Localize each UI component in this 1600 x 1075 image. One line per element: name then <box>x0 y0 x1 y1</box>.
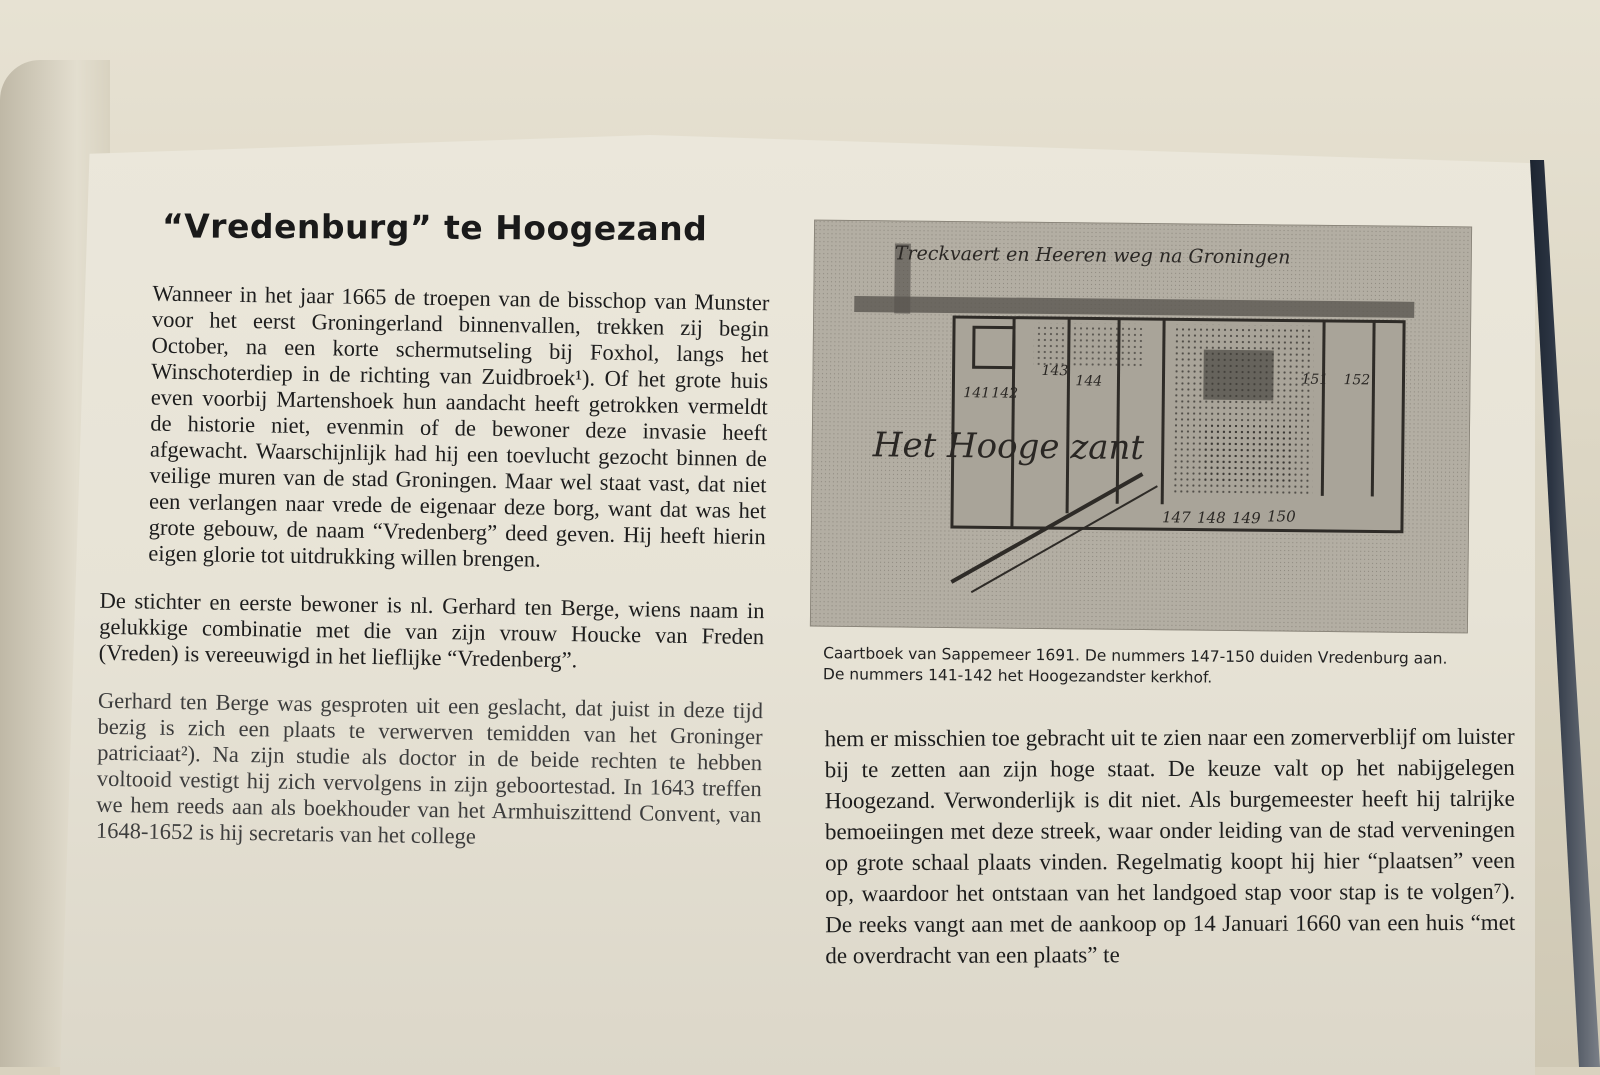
map-number-150: 150 <box>1266 507 1296 526</box>
left-column <box>95 280 769 876</box>
paragraph-2: De stichter en eerste bewoner is nl. Gerhard ten Berge, wiens naam in gelukkige combinatie met die van zijn vrouw Houcke van Freden (Vreden) is vereeuwigd in het lieflijke “Vredenberg”. <box>98 587 765 673</box>
map-number-147: 147 <box>1161 508 1191 527</box>
map-place-label: Het Hooge zant <box>872 425 1145 469</box>
article-title: “Vredenburg” te Hoogezand <box>161 206 708 249</box>
map-number-144: 144 <box>1075 373 1103 390</box>
historic-map-figure <box>810 220 1472 634</box>
map-header-label: Treckvaert en Heeren weg na Groningen <box>894 242 1291 269</box>
right-column <box>825 721 1516 971</box>
map-number-149: 149 <box>1231 508 1261 528</box>
map-number-143: 143 <box>1041 362 1069 380</box>
map-number-152: 152 <box>1343 372 1371 389</box>
map-number-148: 148 <box>1196 508 1226 527</box>
map-number-151: 151 <box>1301 371 1329 388</box>
historic-map <box>811 221 1471 633</box>
paragraph-1: Wanneer in het jaar 1665 de troepen van de bisschop van Munster voor het eerst Groningerland binnenvallen, trekken zij begin October, na een korte schermutseling bij Foxhol, langs het Winschoterdiep in de richting van Zuidbroek¹). Of het grote huis even voorbij Martenshoek hun aandacht heeft getrokken vermeldt de historie niet, evenmin of de bewoner deze invasie heeft afgewacht. Waarschijnlijk had hij een toevlucht gezocht binnen de veilige muren van de stad Groningen. Maar wel staat vast, dat niet een verlangen naar vrede de eigenaar deze borg, want dat was het grote gebouw, de naam “Vredenberg” deed geven. Hij heeft hierin eigen glorie tot uitdrukking willen brengen. <box>148 280 770 572</box>
map-number-142: 142 <box>991 385 1019 402</box>
right-column-text: hem er misschien toe gebracht uit te zien naar een zomerverblijf om luister bij te zetten aan zijn hoge staat. De keuze valt op het nabijgelegen Hoogezand. Verwonderlijk is dit niet. Als burgemeester heeft hij talrijke bemoeiingen met deze streek, waar onder leiding van de stad verveningen op grote schaal plaats vinden. Regelmatig koopt hij hier “plaatsen” veen op, waardoor het ontstaan van het landgoed stap voor stap is te volgen⁷). De reeks vangt aan met de aankoop op 14 Januari 1660 van een huis “met de overdracht van een plaats” te <box>824 723 1516 969</box>
figure-caption: Caartboek van Sappemeer 1691. De nummers 147-150 duiden Vredenburg aan. De nummers 141-142 het Hoogezandster kerkhof. <box>822 644 1448 687</box>
paragraph-3: Gerhard ten Berge was gesproten uit een geslacht, dat juist in deze tijd bezig is zich een plaats te verwerven temidden van het Groninger patriciaat²). Na zijn studie als doctor in de beide rechten te hebben voltooid vestigt hij zich vervolgens in zijn geboortestad. In 1643 treffen we hem reeds aan als boekhouder van het Armhuiszittend Convent, van 1648-1652 is hij secretaris van het college <box>95 687 764 849</box>
map-number-141: 141 <box>963 385 991 402</box>
